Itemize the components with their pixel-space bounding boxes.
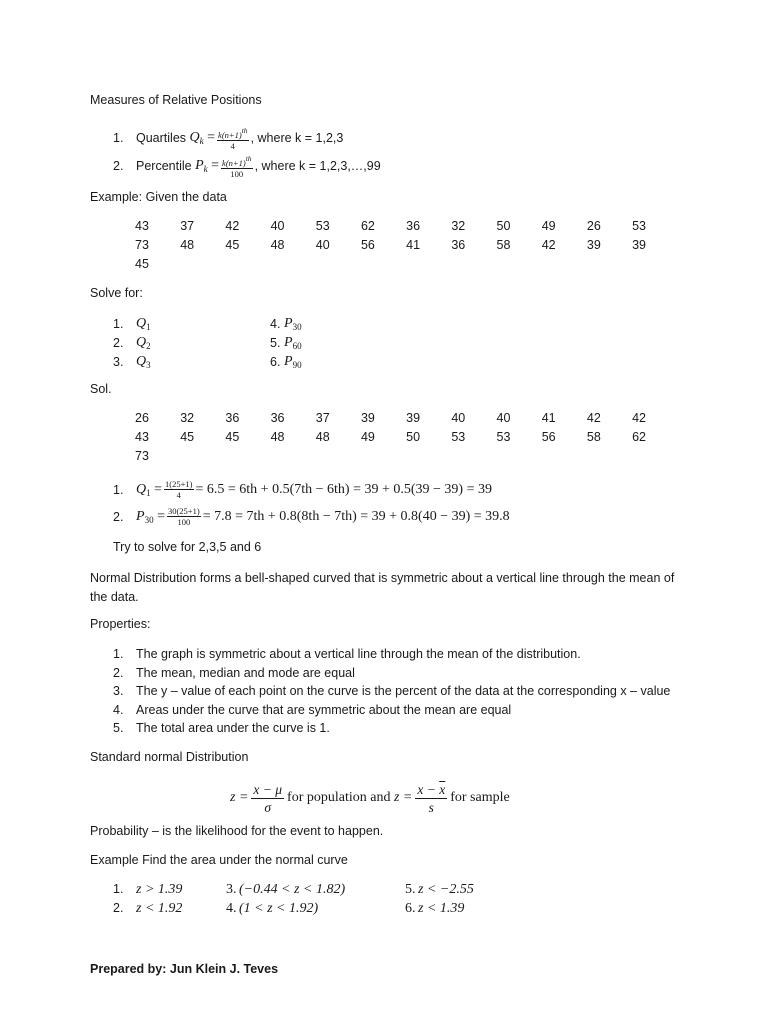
data-value: 39 — [360, 411, 375, 425]
solve-item-number: 6. — [270, 354, 281, 369]
list-item — [113, 701, 713, 720]
frac-denominator: 4 — [230, 140, 235, 151]
sol-label: Sol. — [90, 382, 112, 396]
area-item-expression: z < 1.92 — [136, 901, 183, 916]
sample-text: for sample — [450, 790, 510, 805]
data-value: 49 — [541, 219, 556, 233]
data-value: 56 — [360, 238, 375, 252]
data-value: 39 — [406, 411, 421, 425]
area-item — [405, 880, 474, 898]
example-label: Example: Given the data — [90, 190, 227, 204]
data-value: 58 — [586, 430, 601, 444]
frac-numerator: x − μ — [253, 781, 283, 797]
formula-number: 2. — [113, 159, 124, 173]
list-item — [113, 645, 713, 664]
try-text: Try to solve for 2,3,5 and 6 — [113, 540, 262, 554]
solve-item-symbol: Q — [136, 353, 147, 369]
solve-item-symbol: P — [284, 334, 293, 350]
solve-item — [113, 333, 273, 352]
data-value: 40 — [451, 411, 466, 425]
solution-symbol: Q — [136, 482, 147, 497]
frac-denominator: s — [428, 799, 434, 815]
frac-denominator: 100 — [230, 168, 244, 179]
data-value: 45 — [225, 430, 240, 444]
quartile-fraction — [217, 126, 249, 151]
data-value: 37 — [180, 219, 195, 233]
data-value: 53 — [496, 430, 511, 444]
solve-item-symbol: P — [284, 315, 293, 331]
solve-item — [270, 352, 390, 371]
area-item-number: 5. — [405, 882, 416, 897]
percentile-formula: 2. Percentile $P_k$ = $\frac{k(n+1)th}{100}$ , where k = 1,2,3,…,99 — [113, 153, 381, 179]
data-value: 40 — [496, 411, 511, 425]
data-value: 42 — [586, 411, 601, 425]
area-item-expression: (1 < z < 1.92) — [239, 901, 319, 916]
solution-q1: 1. $Q_1$ = $\frac{1(25+1)}{4}$ = 6.5 = 6th + 0.5(7th − 6th) = 39 + 0.5(39 − 39) = 39 — [113, 479, 492, 500]
data-value: 26 — [586, 219, 601, 233]
list-item-number: 5. — [113, 721, 124, 735]
solve-item-subscript: 1 — [146, 321, 151, 332]
formula-subscript: k — [203, 164, 208, 174]
data-value: 42 — [541, 238, 556, 252]
standard-normal-label: Standard normal Distribution — [90, 750, 249, 764]
data-value: 58 — [496, 238, 511, 252]
data-value: 40 — [270, 219, 285, 233]
frac-superscript: th — [245, 153, 252, 163]
area-item — [405, 899, 464, 917]
solve-item-subscript: 60 — [292, 340, 302, 351]
data-value: 48 — [270, 238, 285, 252]
solution-fraction — [167, 507, 201, 527]
solve-item-subscript: 90 — [292, 359, 302, 370]
area-item-expression: (−0.44 < z < 1.82) — [239, 882, 346, 897]
formula-label: Percentile — [136, 159, 192, 173]
solution-rest: = 7.8 = 7th + 0.8(8th − 7th) = 39 + 0.8(40 − 39) = 39.8 — [202, 509, 510, 524]
solution-symbol: P — [136, 509, 145, 524]
frac-numerator: 30(25+1) — [167, 506, 200, 516]
list-item-number: 4. — [113, 702, 124, 717]
formula-suffix: , where k = 1,2,3,…,99 — [254, 159, 381, 173]
solve-item-symbol: Q — [136, 315, 147, 331]
normal-definition: Normal Distribution forms a bell-shaped curved that is symmetric about a vertical line through the mean of the data. — [90, 571, 675, 604]
list-item — [113, 719, 713, 738]
area-item-number: 1. — [113, 882, 124, 896]
list-item-number: 1. — [113, 647, 124, 661]
data-value: 37 — [315, 411, 330, 425]
data-value: 62 — [360, 219, 375, 233]
population-fraction — [251, 781, 284, 816]
area-example-label: Example Find the area under the normal curve — [90, 853, 348, 867]
data-value: 43 — [135, 219, 149, 233]
data-value: 56 — [541, 430, 556, 444]
frac-numerator: 1(25+1) — [165, 479, 193, 489]
solution-p30: 2. $P_{30}$ = $\frac{30(25+1)}{100}$ = 7.8 = 7th + 0.8(8th − 7th) = 39 + 0.8(40 − 39) = 39.8 — [113, 506, 510, 527]
solve-item-number: 4. — [270, 316, 281, 331]
solve-item-subscript: 30 — [292, 321, 302, 332]
data-value: 36 — [406, 219, 421, 233]
frac-numerator: k(n+1) — [222, 157, 246, 168]
z-equals: z = — [393, 790, 413, 805]
solution-rest: = 6.5 = 6th + 0.5(7th − 6th) = 39 + 0.5(39 − 39) = 39 — [195, 482, 492, 497]
data-value: 53 — [632, 219, 646, 233]
data-value: 53 — [451, 430, 466, 444]
solve-item-symbol: Q — [136, 334, 147, 350]
formula-number: 1. — [113, 131, 124, 145]
list-item-number: 2. — [113, 665, 124, 680]
area-item-number: 3. — [226, 882, 237, 897]
area-item-expression: z < −2.55 — [418, 882, 474, 897]
solve-item-number: 2. — [113, 335, 124, 350]
data-value: 42 — [225, 219, 240, 233]
list-item-text: The total area under the curve is 1. — [136, 721, 330, 735]
solve-item — [113, 314, 273, 333]
formula-subscript: k — [199, 136, 204, 146]
population-text: for population and — [287, 790, 391, 805]
solve-item — [113, 352, 273, 371]
data-value: 36 — [451, 238, 466, 252]
area-item-number: 2. — [113, 901, 124, 915]
data-value: 36 — [270, 411, 285, 425]
list-item-text: The mean, median and mode are equal — [136, 665, 355, 680]
percentile-fraction — [221, 154, 253, 179]
list-item-text: The y – value of each point on the curve is the percent of the data at the corresponding x – value — [136, 684, 671, 698]
area-items — [113, 880, 593, 920]
data-value: 62 — [632, 430, 646, 444]
solve-item-number: 5. — [270, 335, 281, 350]
area-item — [113, 899, 182, 917]
properties-label: Properties: — [90, 617, 151, 631]
list-item — [113, 682, 713, 701]
data-value: 39 — [586, 238, 601, 252]
data-value: 50 — [496, 219, 511, 233]
solve-item-symbol: P — [284, 353, 293, 369]
formula-suffix: , where k = 1,2,3 — [250, 131, 344, 145]
area-item — [226, 899, 318, 917]
data-value: 43 — [135, 430, 149, 444]
quartile-formula: 1. Quartiles $Q_k$ = $\frac{k(n+1)th}{4}$ , where k = 1,2,3 — [113, 125, 344, 151]
frac-numerator: k(n+1) — [218, 129, 242, 140]
formula-symbol: P — [195, 158, 204, 173]
given-data-grid — [135, 218, 677, 273]
solve-item-subscript: 3 — [146, 359, 151, 370]
solve-item — [270, 333, 390, 352]
solution-number: 1. — [113, 483, 124, 497]
data-value: 48 — [270, 430, 285, 444]
probability-definition: Probability – is the likelihood for the event to happen. — [90, 824, 384, 838]
page-title: Measures of Relative Positions — [90, 93, 262, 107]
data-value: 41 — [406, 238, 421, 252]
area-item — [226, 880, 345, 898]
data-value: 39 — [632, 238, 646, 252]
area-item-expression: z < 1.39 — [418, 901, 465, 916]
solution-subscript: 30 — [144, 515, 154, 525]
prepared-by: Prepared by: Jun Klein J. Teves — [90, 962, 279, 976]
data-value: 53 — [315, 219, 330, 233]
area-item-number: 6. — [405, 901, 416, 916]
data-value: 36 — [225, 411, 240, 425]
frac-superscript: th — [241, 125, 248, 135]
data-value: 32 — [451, 219, 466, 233]
list-item — [113, 664, 713, 683]
sorted-data-grid — [135, 410, 677, 465]
z-equals: z = — [230, 790, 249, 805]
properties-list — [113, 645, 713, 738]
solution-number: 2. — [113, 510, 124, 524]
data-value: 73 — [135, 449, 149, 463]
data-value: 50 — [406, 430, 421, 444]
list-item-text: Areas under the curve that are symmetric about the mean are equal — [136, 702, 512, 717]
data-value: 48 — [315, 430, 330, 444]
area-item-expression: z > 1.39 — [136, 882, 183, 897]
frac-denominator: σ — [264, 799, 272, 815]
data-value: 45 — [225, 238, 240, 252]
frac-denominator: 4 — [176, 490, 181, 500]
solution-fraction — [164, 480, 193, 500]
area-item — [113, 880, 182, 898]
data-value: 45 — [135, 257, 149, 271]
solve-item — [270, 314, 390, 333]
solution-subscript: 1 — [146, 488, 151, 498]
solve-for-label: Solve for: — [90, 286, 143, 300]
data-value: 32 — [180, 411, 195, 425]
data-value: 26 — [135, 411, 149, 425]
data-value: 42 — [632, 411, 646, 425]
solve-item-number: 1. — [113, 316, 124, 331]
z-formula — [230, 779, 510, 817]
data-value: 45 — [180, 430, 195, 444]
data-value: 73 — [135, 238, 149, 252]
formula-label: Quartiles — [136, 131, 187, 145]
list-item-text: The graph is symmetric about a vertical line through the mean of the distribution. — [136, 647, 581, 661]
frac-denominator: 100 — [177, 517, 191, 527]
solve-item-subscript: 2 — [146, 340, 151, 351]
x-bar: $\overline{x}$ — [439, 781, 446, 797]
data-value: 41 — [541, 411, 556, 425]
list-item-number: 3. — [113, 684, 124, 698]
sample-fraction — [415, 781, 447, 816]
solve-item-number: 3. — [113, 354, 124, 369]
data-value: 40 — [315, 238, 330, 252]
data-value: 49 — [360, 430, 375, 444]
frac-numerator: x − — [417, 781, 440, 797]
area-item-number: 4. — [226, 901, 237, 916]
formula-symbol: Q — [189, 130, 200, 145]
data-value: 48 — [180, 238, 195, 252]
